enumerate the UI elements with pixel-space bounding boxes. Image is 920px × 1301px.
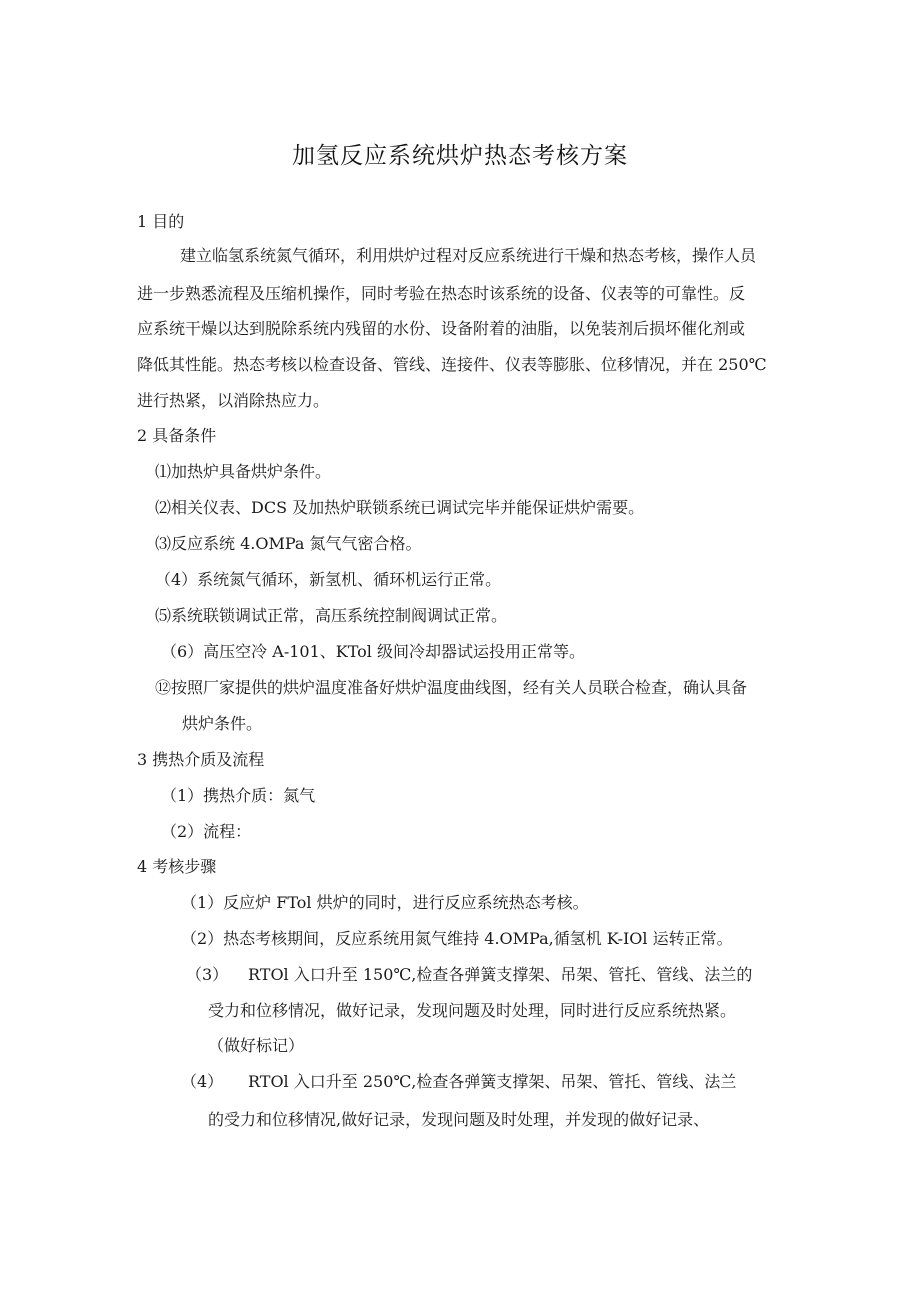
step-item-3-line-3: （做好标记）: [208, 1036, 305, 1055]
medium-item-1: （1）携热介质：氮气: [161, 786, 316, 805]
condition-item-6: （6）高压空冷 A-101、KTol 级间冷却器试运投用正常等。: [161, 642, 585, 661]
condition-item-4: （4）系统氮气循环，新氢机、循环机运行正常。: [155, 570, 502, 589]
step-item-2: （2）热态考核期间，反应系统用氮气维持 4.OMPa,循氢机 K-IOl 运转正常。: [181, 929, 733, 948]
condition-item-3: ⑶反应系统 4.OMPa 氮气气密合格。: [155, 534, 422, 553]
section-1-heading: 1 目的: [137, 212, 185, 231]
section-1-paragraph-line-2: 进一步熟悉流程及压缩机操作，同时考验在热态时该系统的设备、仪表等的可靠性。反: [137, 284, 746, 303]
section-1-paragraph-line-1: 建立临氢系统氮气循环，利用烘炉过程对反应系统进行干燥和热态考核，操作人员: [180, 246, 757, 265]
section-1-paragraph-line-4: 降低其性能。热态考核以检查设备、管线、连接件、仪表等膨胀、位移情况，并在 250℃: [137, 355, 767, 374]
condition-item-2: ⑵相关仪表、DCS 及加热炉联锁系统已调试完毕并能保证烘炉需要。: [155, 498, 645, 517]
step-item-4-line-2: 的受力和位移情况,做好记录，发现问题及时处理，并发现的做好记录、: [208, 1110, 710, 1129]
medium-item-2: （2）流程：: [161, 822, 252, 841]
document-title: 加氢反应系统烘炉热态考核方案: [292, 143, 628, 169]
condition-item-7-line-2: 烘炉条件。: [182, 714, 263, 733]
step-item-3-number: （3）: [186, 965, 229, 984]
condition-item-5: ⑸系统联锁调试正常，高压系统控制阀调试正常。: [155, 606, 508, 625]
section-1-paragraph-line-5: 进行热紧，以消除热应力。: [137, 391, 330, 410]
step-item-1: （1）反应炉 FTol 烘炉的同时，进行反应系统热态考核。: [181, 893, 589, 912]
section-2-heading: 2 具备条件: [137, 426, 217, 445]
condition-item-7-line-1: ⑫按照厂家提供的烘炉温度准备好烘炉温度曲线图，经有关人员联合检查，确认具备: [155, 678, 748, 697]
section-1-paragraph-line-3: 应系统干燥以达到脱除系统内残留的水份、设备附着的油脂，以免装剂后损坏催化剂或: [137, 319, 746, 338]
section-3-heading: 3 携热介质及流程: [137, 750, 265, 769]
condition-item-1: ⑴加热炉具备烘炉条件。: [155, 462, 332, 481]
step-item-4-number: （4）: [181, 1072, 224, 1091]
section-4-heading: 4 考核步骤: [137, 857, 217, 876]
step-item-3-line-1: RTOl 入口升至 150℃,检查各弹簧支撑架、吊架、管托、管线、法兰的: [248, 965, 753, 984]
step-item-3-line-2: 受力和位移情况，做好记录，发现问题及时处理，同时进行反应系统热紧。: [208, 1001, 737, 1020]
step-item-4-line-1: RTOl 入口升至 250℃,检查各弹簧支撑架、吊架、管托、管线、法兰: [248, 1072, 737, 1091]
